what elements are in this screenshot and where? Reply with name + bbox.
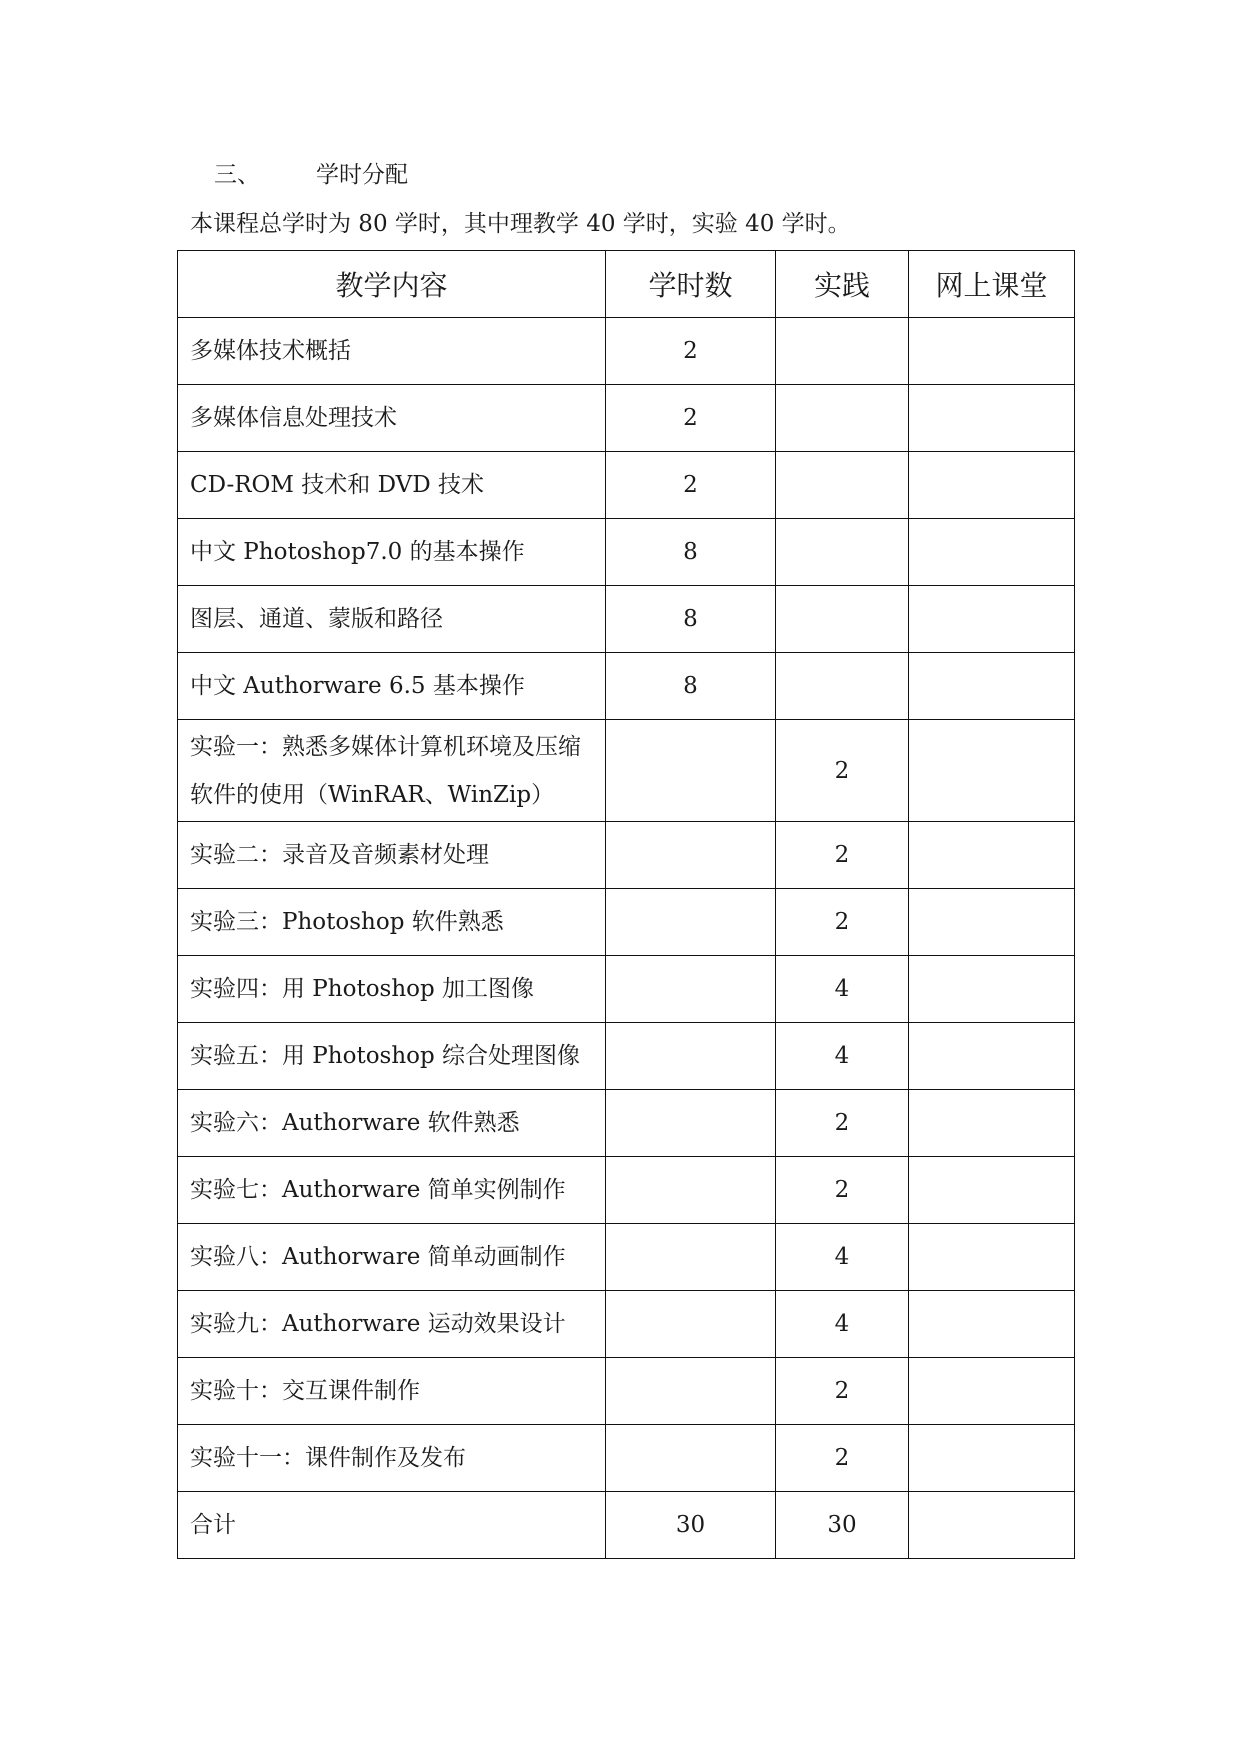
cell-practice: 2 xyxy=(776,1425,909,1492)
cell-practice xyxy=(776,385,909,452)
cell-content: 实验五：用 Photoshop 综合处理图像 xyxy=(178,1023,606,1090)
cell-practice xyxy=(776,452,909,519)
cell-practice: 4 xyxy=(776,956,909,1023)
cell-hours xyxy=(606,956,776,1023)
table-row xyxy=(178,1492,1075,1559)
cell-practice xyxy=(776,653,909,720)
cell-practice xyxy=(776,318,909,385)
cell-hours xyxy=(606,720,776,822)
section-heading xyxy=(214,160,408,190)
cell-content: 实验二：录音及音频素材处理 xyxy=(178,822,606,889)
cell-content: 实验七：Authorware 简单实例制作 xyxy=(178,1157,606,1224)
hours-table xyxy=(177,250,1075,1559)
cell-content: 实验一：熟悉多媒体计算机环境及压缩软件的使用（WinRAR、WinZip） xyxy=(178,720,606,822)
cell-online xyxy=(909,1291,1075,1358)
cell-content: 实验四：用 Photoshop 加工图像 xyxy=(178,956,606,1023)
cell-practice: 2 xyxy=(776,720,909,822)
cell-online xyxy=(909,956,1075,1023)
cell-practice: 2 xyxy=(776,1090,909,1157)
cell-online xyxy=(909,1492,1075,1559)
header-hours: 学时数 xyxy=(606,251,776,318)
cell-content: 实验六：Authorware 软件熟悉 xyxy=(178,1090,606,1157)
cell-practice: 2 xyxy=(776,1358,909,1425)
cell-hours: 30 xyxy=(606,1492,776,1559)
table-row xyxy=(178,318,1075,385)
cell-practice: 4 xyxy=(776,1224,909,1291)
cell-hours xyxy=(606,1090,776,1157)
cell-content: 合计 xyxy=(178,1492,606,1559)
cell-online xyxy=(909,385,1075,452)
cell-online xyxy=(909,653,1075,720)
cell-online xyxy=(909,822,1075,889)
cell-hours xyxy=(606,1425,776,1492)
cell-online xyxy=(909,1358,1075,1425)
header-content: 教学内容 xyxy=(178,251,606,318)
cell-hours xyxy=(606,889,776,956)
header-practice: 实践 xyxy=(776,251,909,318)
cell-content: 实验三：Photoshop 软件熟悉 xyxy=(178,889,606,956)
cell-online xyxy=(909,720,1075,822)
cell-content: 中文 Authorware 6.5 基本操作 xyxy=(178,653,606,720)
table-row xyxy=(178,1358,1075,1425)
section-title: 学时分配 xyxy=(316,162,408,188)
cell-practice xyxy=(776,519,909,586)
cell-practice xyxy=(776,586,909,653)
table-row xyxy=(178,822,1075,889)
table-row xyxy=(178,720,1075,822)
cell-practice: 2 xyxy=(776,889,909,956)
cell-online xyxy=(909,452,1075,519)
cell-content: 实验八：Authorware 简单动画制作 xyxy=(178,1224,606,1291)
table-row xyxy=(178,452,1075,519)
cell-content: 图层、通道、蒙版和路径 xyxy=(178,586,606,653)
cell-hours: 2 xyxy=(606,318,776,385)
table-row xyxy=(178,889,1075,956)
cell-hours: 8 xyxy=(606,519,776,586)
table-row xyxy=(178,1090,1075,1157)
table-row xyxy=(178,1224,1075,1291)
cell-practice: 4 xyxy=(776,1023,909,1090)
table-row xyxy=(178,1023,1075,1090)
cell-online xyxy=(909,889,1075,956)
cell-practice: 2 xyxy=(776,822,909,889)
cell-hours xyxy=(606,1224,776,1291)
cell-hours xyxy=(606,1157,776,1224)
header-online: 网上课堂 xyxy=(909,251,1075,318)
cell-online xyxy=(909,586,1075,653)
cell-content: 多媒体信息处理技术 xyxy=(178,385,606,452)
cell-hours: 8 xyxy=(606,586,776,653)
cell-content: 实验十：交互课件制作 xyxy=(178,1358,606,1425)
cell-online xyxy=(909,318,1075,385)
cell-content: 中文 Photoshop7.0 的基本操作 xyxy=(178,519,606,586)
cell-hours xyxy=(606,1023,776,1090)
cell-content: 多媒体技术概括 xyxy=(178,318,606,385)
table-row xyxy=(178,385,1075,452)
table-row xyxy=(178,519,1075,586)
table-row xyxy=(178,1425,1075,1492)
section-number: 三、 xyxy=(214,162,260,188)
cell-hours xyxy=(606,1358,776,1425)
table-header-row xyxy=(178,251,1075,318)
intro-paragraph: 本课程总学时为 80 学时，其中理教学 40 学时，实验 40 学时。 xyxy=(190,211,851,237)
cell-online xyxy=(909,1090,1075,1157)
cell-online xyxy=(909,1224,1075,1291)
table-row xyxy=(178,956,1075,1023)
table-row xyxy=(178,1291,1075,1358)
cell-practice: 2 xyxy=(776,1157,909,1224)
cell-online xyxy=(909,1157,1075,1224)
cell-hours: 2 xyxy=(606,452,776,519)
cell-online xyxy=(909,1425,1075,1492)
table-row xyxy=(178,1157,1075,1224)
cell-hours: 8 xyxy=(606,653,776,720)
cell-practice: 30 xyxy=(776,1492,909,1559)
cell-practice: 4 xyxy=(776,1291,909,1358)
cell-content: 实验十一：课件制作及发布 xyxy=(178,1425,606,1492)
cell-hours: 2 xyxy=(606,385,776,452)
table-body xyxy=(178,318,1075,1559)
cell-content: CD-ROM 技术和 DVD 技术 xyxy=(178,452,606,519)
cell-hours xyxy=(606,822,776,889)
table-row xyxy=(178,586,1075,653)
cell-online xyxy=(909,519,1075,586)
cell-content: 实验九：Authorware 运动效果设计 xyxy=(178,1291,606,1358)
table-row xyxy=(178,653,1075,720)
cell-online xyxy=(909,1023,1075,1090)
cell-hours xyxy=(606,1291,776,1358)
